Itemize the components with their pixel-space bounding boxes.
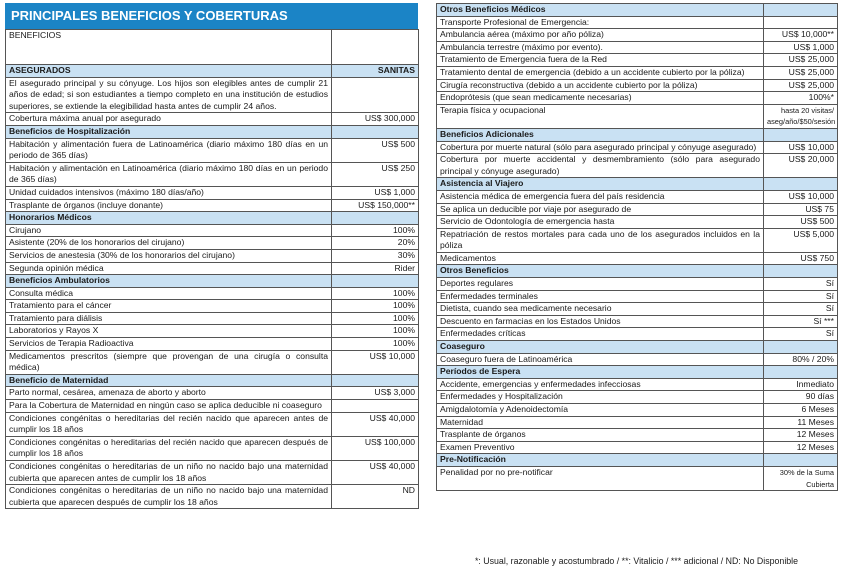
section-title: Beneficio de Maternidad (6, 374, 332, 387)
section-title: Beneficios de Hospitalización (6, 125, 332, 138)
section-header-row (437, 4, 838, 17)
table-row (437, 92, 838, 105)
table-row (437, 190, 838, 203)
table-row (437, 391, 838, 404)
table-row (6, 300, 419, 313)
benefit-label: Parto normal, cesárea, amenaza de aborto y aborto (6, 387, 332, 400)
benefit-label: Tratamiento para el cáncer (6, 300, 332, 313)
table-row (6, 138, 419, 162)
benefit-value: US$ 1,000 (764, 41, 838, 54)
benefit-label: Dietista, cuando sea medicamente necesario (437, 303, 764, 316)
table-row (437, 66, 838, 79)
section-header-row (6, 374, 419, 387)
benefit-label: Tratamiento dental de emergencia (debido a un accidente cubierto por la póliza) (437, 66, 764, 79)
benefit-value: 30% de la Suma Cubierta (764, 466, 838, 490)
benefit-label: Enfermedades y Hospitalización (437, 391, 764, 404)
benefit-label: Descuento en farmacias en los Estados Unidos (437, 315, 764, 328)
benefit-label: Para la Cobertura de Maternidad en ningún caso se aplica deducible ni coaseguro (6, 400, 332, 413)
table-row (437, 252, 838, 265)
benefit-value: US$ 300,000 (332, 113, 419, 126)
table-row (437, 353, 838, 366)
section-title: Asistencia al Viajero (437, 178, 764, 191)
section-title: Honorarios Médicos (6, 212, 332, 225)
benefit-label: Ambulancia aérea (máximo por año póliza) (437, 29, 764, 42)
benefit-value: 100% (332, 325, 419, 338)
left-benefits-panel (5, 3, 418, 509)
benefit-label: Segunda opinión médica (6, 262, 332, 275)
section-header-row (6, 275, 419, 288)
benefit-label: Cirugía reconstructiva (debido a un accidente cubierto por la póliza) (437, 79, 764, 92)
benefit-value: US$ 1,000 (332, 186, 419, 199)
benefit-value: US$ 10,000 (764, 190, 838, 203)
benefit-label: Ambulancia terrestre (máximo por evento). (437, 41, 764, 54)
table-row (6, 485, 419, 509)
section-title: ASEGURADOS (6, 65, 332, 78)
benefit-label: Medicamentos (437, 252, 764, 265)
table-row (437, 41, 838, 54)
benefit-label: Tratamiento de Emergencia fuera de la Red (437, 54, 764, 67)
section-header-row (6, 212, 419, 225)
benefit-label: Endoprótesis (que sean medicamente necesarias) (437, 92, 764, 105)
benefit-value: US$ 150,000** (332, 199, 419, 212)
benefit-value: Rider (332, 262, 419, 275)
table-row (6, 312, 419, 325)
benefit-label: Se aplica un deducible por viaje por asegurado de (437, 203, 764, 216)
benefit-label: Consulta médica (6, 287, 332, 300)
section-header-row (437, 454, 838, 467)
table-row (6, 162, 419, 186)
benefit-value: 12 Meses (764, 429, 838, 442)
table-row (6, 461, 419, 485)
section-title: Períodos de Espera (437, 366, 764, 379)
benefit-label: Accidente, emergencias y enfermedades infecciosas (437, 378, 764, 391)
benefit-label: Cobertura máxima anual por asegurado (6, 113, 332, 126)
table-row (437, 290, 838, 303)
table-row (437, 29, 838, 42)
table-row (6, 186, 419, 199)
section-title: Beneficios Adicionales (437, 128, 764, 141)
benefit-value: SANITAS (332, 65, 419, 78)
benefit-value: US$ 250 (332, 162, 419, 186)
table-row (437, 16, 838, 29)
table-row (6, 325, 419, 338)
benefit-label: Repatriación de restos mortales para cada uno de los asegurados incluidos en la póliza (437, 228, 764, 252)
benefit-label: Medicamentos prescritos (siempre que provengan de una cirugía o consulta médica) (6, 350, 332, 374)
right-benefits-table (436, 3, 838, 491)
table-row (6, 113, 419, 126)
benefit-label: Coaseguro fuera de Latinoamérica (437, 353, 764, 366)
benefit-label: El asegurado principal y su cónyuge. Los hijos son elegibles antes de cumplir 21 años de edad; si son estudiantes a tiempo completo en una institución de estudios superiores, se extiende la elegibilidad hasta antes de cumplir 24 años. (6, 77, 332, 113)
benefit-label: Asistente (20% de los honorarios del cirujano) (6, 237, 332, 250)
table-row (437, 315, 838, 328)
benefit-value: US$ 10,000 (332, 350, 419, 374)
benefit-value (764, 454, 838, 467)
table-row (437, 328, 838, 341)
benefit-value (332, 77, 419, 113)
section-header-row (437, 341, 838, 354)
table-row (6, 262, 419, 275)
section-header-row (437, 178, 838, 191)
benefit-value: 90 días (764, 391, 838, 404)
benefit-label: Unidad cuidados intensivos (máximo 180 días/año) (6, 186, 332, 199)
benefit-value: 6 Meses (764, 404, 838, 417)
table-row (6, 387, 419, 400)
section-header-row (437, 366, 838, 379)
table-row (6, 224, 419, 237)
table-row (437, 141, 838, 154)
benefit-label: Trasplante de órganos (incluye donante) (6, 199, 332, 212)
benefit-value: US$ 5,000 (764, 228, 838, 252)
benefit-value: US$ 40,000 (332, 461, 419, 485)
section-title: Otros Beneficios Médicos (437, 4, 764, 17)
benefit-value: 20% (332, 237, 419, 250)
table-row (437, 216, 838, 229)
benefit-label: Cirujano (6, 224, 332, 237)
table-row (437, 104, 838, 128)
footnote: *: Usual, razonable y acostumbrado / **: Vitalicio / *** adicional / ND: No Disponible (474, 556, 799, 566)
benefit-label: Transporte Profesional de Emergencia: (437, 16, 764, 29)
section-header-row (6, 125, 419, 138)
table-row (437, 404, 838, 417)
benefit-label: Servicio de Odontología de emergencia hasta (437, 216, 764, 229)
table-row (437, 278, 838, 291)
section-header-row (6, 65, 419, 78)
benefit-value (332, 30, 419, 65)
table-row (6, 30, 419, 65)
table-row (6, 412, 419, 436)
benefit-label: Penalidad por no pre-notificar (437, 466, 764, 490)
benefit-value: 30% (332, 249, 419, 262)
table-row (437, 203, 838, 216)
benefit-label: Laboratorios y Rayos X (6, 325, 332, 338)
section-header-row (437, 128, 838, 141)
benefit-value: hasta 20 visitas/ aseg/año/$50/sesión (764, 104, 838, 128)
benefit-value: US$ 75 (764, 203, 838, 216)
benefit-value: US$ 100,000 (332, 436, 419, 460)
table-row (437, 429, 838, 442)
benefit-label: Trasplante de órganos (437, 429, 764, 442)
benefit-value: US$ 25,000 (764, 79, 838, 92)
table-row (437, 228, 838, 252)
table-row (437, 154, 838, 178)
table-row (437, 441, 838, 454)
benefit-label: Tratamiento para diálisis (6, 312, 332, 325)
benefit-value: Sí (764, 303, 838, 316)
benefit-value (764, 4, 838, 17)
benefit-value (764, 128, 838, 141)
table-row (437, 54, 838, 67)
section-title: Coaseguro (437, 341, 764, 354)
benefit-label: Enfermedades críticas (437, 328, 764, 341)
table-row (437, 416, 838, 429)
benefit-value: US$ 10,000 (764, 141, 838, 154)
benefit-value: US$ 10,000** (764, 29, 838, 42)
benefit-value: ND (332, 485, 419, 509)
benefit-label: Amigdalotomía y Adenoidectomía (437, 404, 764, 417)
benefit-label: Enfermedades terminales (437, 290, 764, 303)
table-row (6, 436, 419, 460)
page-title: PRINCIPALES BENEFICIOS Y COBERTURAS (5, 3, 418, 29)
benefit-value: 100% (332, 338, 419, 351)
benefit-value: US$ 3,000 (332, 387, 419, 400)
benefit-label: Deportes regulares (437, 278, 764, 291)
benefit-label: Cobertura por muerte natural (sólo para asegurado principal y cónyuge asegurado) (437, 141, 764, 154)
section-title: Pre-Notificación (437, 454, 764, 467)
table-row (437, 378, 838, 391)
benefit-value: Sí (764, 290, 838, 303)
table-row (6, 77, 419, 113)
left-benefits-table (5, 29, 419, 509)
benefit-value: 100%* (764, 92, 838, 105)
benefit-value: 100% (332, 312, 419, 325)
right-benefits-panel (436, 3, 837, 491)
benefit-value (764, 178, 838, 191)
table-row (6, 199, 419, 212)
benefit-label: BENEFICIOS (6, 30, 332, 65)
benefit-value (764, 366, 838, 379)
benefit-label: Habitación y alimentación en Latinoamérica (diario máximo 180 días en un periodo de 365 días) (6, 162, 332, 186)
benefit-value: US$ 25,000 (764, 54, 838, 67)
benefit-value: 12 Meses (764, 441, 838, 454)
benefit-value: 80% / 20% (764, 353, 838, 366)
benefit-value: 11 Meses (764, 416, 838, 429)
section-title: Beneficios Ambulatorios (6, 275, 332, 288)
benefit-value: 100% (332, 224, 419, 237)
benefit-value: Sí *** (764, 315, 838, 328)
benefit-label: Habitación y alimentación fuera de Latinoamérica (diario máximo 180 días en un periodo de 365 días) (6, 138, 332, 162)
benefit-value: US$ 40,000 (332, 412, 419, 436)
benefit-value (332, 212, 419, 225)
benefit-value: 100% (332, 300, 419, 313)
benefit-label: Servicios de Terapia Radioactiva (6, 338, 332, 351)
benefit-label: Servicios de anestesia (30% de los honorarios del cirujano) (6, 249, 332, 262)
table-row (437, 79, 838, 92)
benefit-value (332, 275, 419, 288)
table-row (437, 303, 838, 316)
benefit-label: Asistencia médica de emergencia fuera del país residencia (437, 190, 764, 203)
table-row (6, 237, 419, 250)
table-row (6, 400, 419, 413)
benefit-value: US$ 750 (764, 252, 838, 265)
section-header-row (437, 265, 838, 278)
benefit-value (332, 125, 419, 138)
table-row (6, 287, 419, 300)
benefit-label: Condiciones congénitas o hereditarias del recién nacido que aparecen después de cumplir los 18 años (6, 436, 332, 460)
benefit-value: 100% (332, 287, 419, 300)
benefit-label: Condiciones congénitas o hereditarias del recién nacido que aparecen antes de cumplir los 18 años (6, 412, 332, 436)
benefit-value: Sí (764, 278, 838, 291)
benefit-value (332, 374, 419, 387)
table-row (437, 466, 838, 490)
table-row (6, 350, 419, 374)
benefit-value: US$ 500 (332, 138, 419, 162)
benefit-value (764, 16, 838, 29)
benefit-label: Terapia física y ocupacional (437, 104, 764, 128)
benefit-label: Examen Preventivo (437, 441, 764, 454)
benefit-label: Maternidad (437, 416, 764, 429)
section-title: Otros Beneficios (437, 265, 764, 278)
benefit-value (332, 400, 419, 413)
benefit-value: US$ 500 (764, 216, 838, 229)
benefit-value (764, 341, 838, 354)
benefit-value: US$ 20,000 (764, 154, 838, 178)
benefit-value: US$ 25,000 (764, 66, 838, 79)
benefit-label: Condiciones congénitas o hereditarias de un niño no nacido bajo una maternidad cubierta que aparecen después de cumplir los 18 años (6, 485, 332, 509)
table-row (6, 338, 419, 351)
benefit-value (764, 265, 838, 278)
benefit-value: Sí (764, 328, 838, 341)
table-row (6, 249, 419, 262)
benefit-label: Cobertura por muerte accidental y desmembramiento (sólo para asegurado principal y cónyuge asegurado) (437, 154, 764, 178)
benefit-value: Inmediato (764, 378, 838, 391)
benefit-label: Condiciones congénitas o hereditarias de un niño no nacido bajo una maternidad cubierta que aparecen antes de cumplir los 18 años (6, 461, 332, 485)
